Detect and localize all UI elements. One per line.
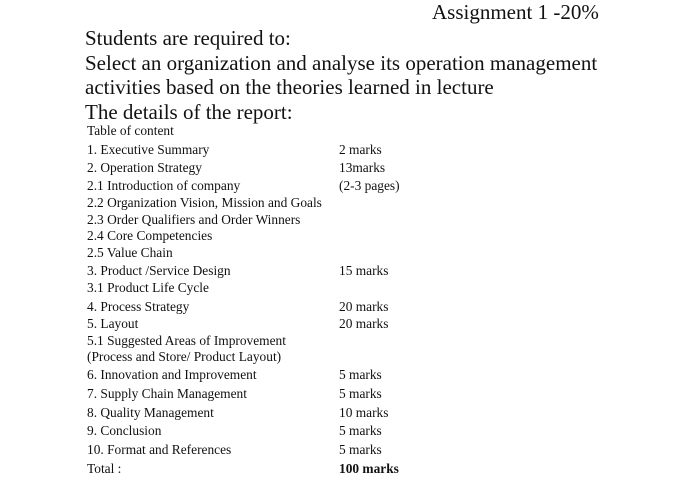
row-marks: 5 marks	[339, 442, 382, 457]
row-label: (Process and Store/ Product Layout)	[87, 349, 282, 364]
intro-line: The details of the report:	[85, 99, 293, 124]
intro-line: activities based on the theories learned in lecture	[85, 75, 494, 99]
row-label: 8. Quality Management	[87, 405, 214, 420]
row-marks: 10 marks	[339, 405, 389, 420]
row-label: 1. Executive Summary	[87, 142, 210, 157]
row-marks: 100 marks	[339, 461, 399, 476]
row-label: 2. Operation Strategy	[87, 160, 202, 175]
row-label: 2.3 Order Qualifiers and Order Winners	[87, 212, 301, 227]
row-label: 3. Product /Service Design	[87, 263, 231, 278]
row-marks: 5 marks	[339, 423, 382, 438]
assignment-title: Assignment 1 -20%	[432, 0, 599, 24]
row-label: 7. Supply Chain Management	[87, 386, 247, 401]
row-label: 5. Layout	[87, 316, 139, 331]
row-label: 2.1 Introduction of company	[87, 178, 241, 193]
intro-line: Students are required to:	[85, 26, 291, 50]
row-marks: 20 marks	[339, 299, 389, 314]
row-marks: 20 marks	[339, 316, 389, 331]
row-marks: (2-3 pages)	[339, 178, 400, 193]
row-marks: 5 marks	[339, 386, 382, 401]
intro-line: Select an organization and analyse its operation management	[85, 50, 598, 75]
row-label: 9. Conclusion	[87, 423, 162, 438]
row-label: 5.1 Suggested Areas of Improvement	[87, 333, 286, 348]
row-marks: 15 marks	[339, 263, 389, 278]
row-label: 3.1 Product Life Cycle	[87, 280, 209, 295]
row-label: 6. Innovation and Improvement	[87, 367, 257, 382]
intro-text	[85, 26, 685, 124]
row-marks: 5 marks	[339, 367, 382, 382]
row-label: 2.2 Organization Vision, Mission and Goals	[87, 195, 322, 210]
row-label: 4. Process Strategy	[87, 299, 190, 314]
row-label: 10. Format and References	[87, 442, 232, 457]
row-label: 2.5 Value Chain	[87, 245, 173, 260]
row-label: Total :	[87, 461, 122, 476]
row-label: 2.4 Core Competencies	[87, 228, 213, 243]
row-label: Table of content	[87, 123, 174, 138]
row-marks: 2 marks	[339, 142, 382, 157]
row-marks: 13marks	[339, 160, 386, 175]
